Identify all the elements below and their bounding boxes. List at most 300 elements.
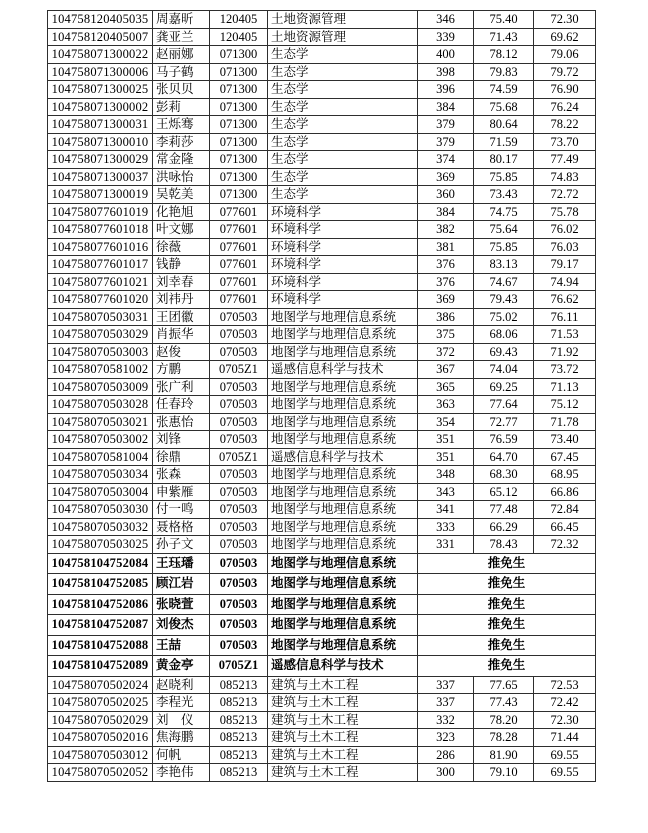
major-code-cell: 085213: [210, 711, 268, 729]
table-row: [48, 466, 596, 484]
major-name-cell: 地图学与地理信息系统: [268, 466, 418, 484]
major-name-cell: 建筑与土木工程: [268, 746, 418, 764]
candidate-name-cell: 徐鼎: [153, 448, 210, 466]
candidate-id-cell: 104758070502029: [48, 711, 153, 729]
score-2-cell: 78.20: [474, 711, 534, 729]
major-code-cell: 070503: [210, 466, 268, 484]
candidate-id-cell: 104758070503032: [48, 518, 153, 536]
score-3-cell: 75.78: [534, 203, 596, 221]
total-score-cell: 331: [418, 536, 474, 554]
candidate-id-cell: 104758104752088: [48, 635, 153, 656]
score-3-cell: 76.90: [534, 81, 596, 99]
candidate-id-cell: 104758070503029: [48, 326, 153, 344]
major-name-cell: 地图学与地理信息系统: [268, 396, 418, 414]
major-code-cell: 085213: [210, 694, 268, 712]
candidate-id-cell: 104758070502024: [48, 676, 153, 694]
exempt-status-cell: 推免生: [418, 635, 596, 656]
total-score-cell: 376: [418, 256, 474, 274]
major-code-cell: 071300: [210, 46, 268, 64]
candidate-id-cell: 104758120405035: [48, 11, 153, 29]
table-row: [48, 186, 596, 204]
major-name-cell: 环境科学: [268, 238, 418, 256]
candidate-name-cell: 钱静: [153, 256, 210, 274]
total-score-cell: 369: [418, 168, 474, 186]
major-code-cell: 071300: [210, 168, 268, 186]
candidate-name-cell: 何帆: [153, 746, 210, 764]
score-3-cell: 66.45: [534, 518, 596, 536]
candidate-name-cell: 刘俊杰: [153, 615, 210, 636]
major-code-cell: 070503: [210, 396, 268, 414]
score-3-cell: 72.72: [534, 186, 596, 204]
candidate-name-cell: 孙子文: [153, 536, 210, 554]
candidate-name-cell: 肖振华: [153, 326, 210, 344]
score-2-cell: 65.12: [474, 483, 534, 501]
total-score-cell: 337: [418, 676, 474, 694]
major-code-cell: 085213: [210, 729, 268, 747]
major-code-cell: 085213: [210, 746, 268, 764]
major-code-cell: 120405: [210, 11, 268, 29]
score-2-cell: 77.64: [474, 396, 534, 414]
candidate-name-cell: 王喆: [153, 635, 210, 656]
total-score-cell: 369: [418, 291, 474, 309]
major-name-cell: 建筑与土木工程: [268, 729, 418, 747]
score-2-cell: 80.17: [474, 151, 534, 169]
major-name-cell: 地图学与地理信息系统: [268, 635, 418, 656]
candidate-name-cell: 李艳伟: [153, 764, 210, 782]
score-2-cell: 74.04: [474, 361, 534, 379]
major-name-cell: 地图学与地理信息系统: [268, 343, 418, 361]
table-row: [48, 694, 596, 712]
score-2-cell: 75.40: [474, 11, 534, 29]
score-2-cell: 77.48: [474, 501, 534, 519]
table-row: [48, 448, 596, 466]
major-name-cell: 环境科学: [268, 273, 418, 291]
total-score-cell: 374: [418, 151, 474, 169]
table-row: [48, 238, 596, 256]
candidate-name-cell: 李程光: [153, 694, 210, 712]
candidate-id-cell: 104758077601019: [48, 203, 153, 221]
candidate-id-cell: 104758120405007: [48, 28, 153, 46]
candidate-id-cell: 104758070503004: [48, 483, 153, 501]
total-score-cell: 351: [418, 431, 474, 449]
candidate-name-cell: 常金隆: [153, 151, 210, 169]
major-code-cell: 085213: [210, 676, 268, 694]
major-code-cell: 077601: [210, 273, 268, 291]
table-row: [48, 343, 596, 361]
candidate-id-cell: 104758071300002: [48, 98, 153, 116]
candidate-id-cell: 104758071300006: [48, 63, 153, 81]
total-score-cell: 341: [418, 501, 474, 519]
major-code-cell: 077601: [210, 221, 268, 239]
table-row: [48, 615, 596, 636]
candidate-id-cell: 104758070503002: [48, 431, 153, 449]
major-code-cell: 0705Z1: [210, 656, 268, 677]
total-score-cell: 384: [418, 98, 474, 116]
major-code-cell: 071300: [210, 63, 268, 81]
candidate-name-cell: 刘 仪: [153, 711, 210, 729]
table-row: [48, 574, 596, 595]
score-2-cell: 74.67: [474, 273, 534, 291]
candidate-name-cell: 徐薇: [153, 238, 210, 256]
score-3-cell: 77.49: [534, 151, 596, 169]
table-row: [48, 518, 596, 536]
candidate-name-cell: 彭莉: [153, 98, 210, 116]
major-code-cell: 071300: [210, 151, 268, 169]
score-3-cell: 71.92: [534, 343, 596, 361]
total-score-cell: 379: [418, 133, 474, 151]
candidate-name-cell: 聂格格: [153, 518, 210, 536]
total-score-cell: 354: [418, 413, 474, 431]
score-3-cell: 72.32: [534, 536, 596, 554]
major-name-cell: 建筑与土木工程: [268, 711, 418, 729]
score-2-cell: 75.68: [474, 98, 534, 116]
table-row: [48, 326, 596, 344]
candidate-name-cell: 王团徽: [153, 308, 210, 326]
candidate-name-cell: 任春玲: [153, 396, 210, 414]
candidate-name-cell: 李莉莎: [153, 133, 210, 151]
candidate-id-cell: 104758070503025: [48, 536, 153, 554]
table-row: [48, 98, 596, 116]
score-2-cell: 75.02: [474, 308, 534, 326]
candidate-name-cell: 赵晓利: [153, 676, 210, 694]
table-body: [48, 11, 596, 782]
major-name-cell: 生态学: [268, 81, 418, 99]
table-row: [48, 594, 596, 615]
major-name-cell: 地图学与地理信息系统: [268, 413, 418, 431]
candidate-id-cell: 104758070503021: [48, 413, 153, 431]
major-name-cell: 地图学与地理信息系统: [268, 536, 418, 554]
major-code-cell: 070503: [210, 635, 268, 656]
total-score-cell: 337: [418, 694, 474, 712]
score-3-cell: 66.86: [534, 483, 596, 501]
candidate-name-cell: 周嘉昕: [153, 11, 210, 29]
score-2-cell: 78.28: [474, 729, 534, 747]
score-2-cell: 83.13: [474, 256, 534, 274]
score-2-cell: 78.12: [474, 46, 534, 64]
score-2-cell: 71.59: [474, 133, 534, 151]
table-row: [48, 635, 596, 656]
major-name-cell: 环境科学: [268, 291, 418, 309]
major-name-cell: 环境科学: [268, 256, 418, 274]
major-name-cell: 生态学: [268, 168, 418, 186]
candidate-name-cell: 刘锋: [153, 431, 210, 449]
candidate-name-cell: 张晓萱: [153, 594, 210, 615]
score-2-cell: 69.25: [474, 378, 534, 396]
major-code-cell: 070503: [210, 343, 268, 361]
exempt-status-cell: 推免生: [418, 574, 596, 595]
candidate-id-cell: 104758070502025: [48, 694, 153, 712]
major-code-cell: 077601: [210, 291, 268, 309]
candidate-id-cell: 104758077601018: [48, 221, 153, 239]
major-name-cell: 生态学: [268, 116, 418, 134]
score-2-cell: 71.43: [474, 28, 534, 46]
major-code-cell: 070503: [210, 501, 268, 519]
table-row: [48, 676, 596, 694]
exempt-status-cell: 推免生: [418, 594, 596, 615]
candidate-id-cell: 104758071300025: [48, 81, 153, 99]
major-name-cell: 生态学: [268, 151, 418, 169]
major-name-cell: 地图学与地理信息系统: [268, 615, 418, 636]
candidate-id-cell: 104758070503031: [48, 308, 153, 326]
score-3-cell: 73.72: [534, 361, 596, 379]
major-name-cell: 地图学与地理信息系统: [268, 501, 418, 519]
score-2-cell: 68.30: [474, 466, 534, 484]
candidate-id-cell: 104758070503030: [48, 501, 153, 519]
score-3-cell: 68.95: [534, 466, 596, 484]
score-3-cell: 76.03: [534, 238, 596, 256]
score-3-cell: 76.62: [534, 291, 596, 309]
score-3-cell: 73.40: [534, 431, 596, 449]
exempt-status-cell: 推免生: [418, 656, 596, 677]
table-row: [48, 361, 596, 379]
score-2-cell: 79.43: [474, 291, 534, 309]
candidate-id-cell: 104758077601021: [48, 273, 153, 291]
major-name-cell: 地图学与地理信息系统: [268, 431, 418, 449]
major-name-cell: 生态学: [268, 46, 418, 64]
major-code-cell: 070503: [210, 615, 268, 636]
candidate-name-cell: 赵丽娜: [153, 46, 210, 64]
candidate-id-cell: 104758077601017: [48, 256, 153, 274]
candidate-name-cell: 刘祎丹: [153, 291, 210, 309]
major-name-cell: 遥感信息科学与技术: [268, 656, 418, 677]
score-2-cell: 74.59: [474, 81, 534, 99]
score-3-cell: 71.13: [534, 378, 596, 396]
candidate-name-cell: 张惠怡: [153, 413, 210, 431]
major-code-cell: 0705Z1: [210, 361, 268, 379]
candidate-id-cell: 104758071300037: [48, 168, 153, 186]
candidate-name-cell: 洪咏怡: [153, 168, 210, 186]
total-score-cell: 386: [418, 308, 474, 326]
major-code-cell: 070503: [210, 483, 268, 501]
candidate-name-cell: 方鹏: [153, 361, 210, 379]
table-row: [48, 203, 596, 221]
table-row: [48, 501, 596, 519]
candidate-id-cell: 104758070503012: [48, 746, 153, 764]
score-2-cell: 79.83: [474, 63, 534, 81]
candidate-id-cell: 104758104752084: [48, 553, 153, 574]
candidate-id-cell: 104758070503028: [48, 396, 153, 414]
score-3-cell: 71.78: [534, 413, 596, 431]
candidate-name-cell: 张贝贝: [153, 81, 210, 99]
score-3-cell: 75.12: [534, 396, 596, 414]
total-score-cell: 365: [418, 378, 474, 396]
major-code-cell: 070503: [210, 553, 268, 574]
major-name-cell: 遥感信息科学与技术: [268, 361, 418, 379]
candidate-name-cell: 焦海鹏: [153, 729, 210, 747]
table-row: [48, 378, 596, 396]
major-code-cell: 077601: [210, 238, 268, 256]
candidate-name-cell: 龚亚兰: [153, 28, 210, 46]
table-row: [48, 536, 596, 554]
candidate-id-cell: 104758070503003: [48, 343, 153, 361]
score-3-cell: 76.24: [534, 98, 596, 116]
major-name-cell: 地图学与地理信息系统: [268, 326, 418, 344]
score-2-cell: 75.64: [474, 221, 534, 239]
score-2-cell: 78.43: [474, 536, 534, 554]
candidate-id-cell: 104758104752087: [48, 615, 153, 636]
candidate-id-cell: 104758071300010: [48, 133, 153, 151]
total-score-cell: 346: [418, 11, 474, 29]
major-name-cell: 地图学与地理信息系统: [268, 483, 418, 501]
score-2-cell: 77.65: [474, 676, 534, 694]
candidate-id-cell: 104758104752089: [48, 656, 153, 677]
exempt-status-cell: 推免生: [418, 615, 596, 636]
table-row: [48, 133, 596, 151]
major-name-cell: 地图学与地理信息系统: [268, 308, 418, 326]
score-2-cell: 81.90: [474, 746, 534, 764]
total-score-cell: 363: [418, 396, 474, 414]
table-row: [48, 711, 596, 729]
score-2-cell: 73.43: [474, 186, 534, 204]
total-score-cell: 398: [418, 63, 474, 81]
score-2-cell: 80.64: [474, 116, 534, 134]
score-3-cell: 76.11: [534, 308, 596, 326]
table-row: [48, 396, 596, 414]
major-name-cell: 建筑与土木工程: [268, 764, 418, 782]
score-2-cell: 75.85: [474, 168, 534, 186]
score-3-cell: 69.55: [534, 764, 596, 782]
total-score-cell: 400: [418, 46, 474, 64]
score-3-cell: 72.53: [534, 676, 596, 694]
score-2-cell: 69.43: [474, 343, 534, 361]
candidate-id-cell: 104758070581002: [48, 361, 153, 379]
major-code-cell: 070503: [210, 574, 268, 595]
major-code-cell: 071300: [210, 81, 268, 99]
candidate-id-cell: 104758070503034: [48, 466, 153, 484]
score-3-cell: 74.94: [534, 273, 596, 291]
score-3-cell: 69.62: [534, 28, 596, 46]
candidate-id-cell: 104758070503009: [48, 378, 153, 396]
table-row: [48, 11, 596, 29]
major-code-cell: 071300: [210, 133, 268, 151]
score-3-cell: 74.83: [534, 168, 596, 186]
table-row: [48, 729, 596, 747]
score-2-cell: 74.75: [474, 203, 534, 221]
candidate-name-cell: 马子鹤: [153, 63, 210, 81]
major-code-cell: 071300: [210, 186, 268, 204]
candidate-name-cell: 王烁骞: [153, 116, 210, 134]
score-3-cell: 72.42: [534, 694, 596, 712]
total-score-cell: 360: [418, 186, 474, 204]
candidate-id-cell: 104758071300031: [48, 116, 153, 134]
score-2-cell: 76.59: [474, 431, 534, 449]
exempt-status-cell: 推免生: [418, 553, 596, 574]
table-row: [48, 256, 596, 274]
table-row: [48, 308, 596, 326]
table-row: [48, 291, 596, 309]
major-name-cell: 建筑与土木工程: [268, 694, 418, 712]
candidate-id-cell: 104758070502016: [48, 729, 153, 747]
major-code-cell: 070503: [210, 431, 268, 449]
total-score-cell: 348: [418, 466, 474, 484]
table-row: [48, 28, 596, 46]
table-row: [48, 764, 596, 782]
table-row: [48, 746, 596, 764]
major-name-cell: 生态学: [268, 63, 418, 81]
total-score-cell: 333: [418, 518, 474, 536]
score-2-cell: 75.85: [474, 238, 534, 256]
candidate-name-cell: 付一鸣: [153, 501, 210, 519]
candidate-name-cell: 刘幸春: [153, 273, 210, 291]
major-name-cell: 环境科学: [268, 221, 418, 239]
total-score-cell: 339: [418, 28, 474, 46]
candidate-id-cell: 104758071300022: [48, 46, 153, 64]
score-3-cell: 71.44: [534, 729, 596, 747]
total-score-cell: 384: [418, 203, 474, 221]
candidate-id-cell: 104758071300019: [48, 186, 153, 204]
score-2-cell: 66.29: [474, 518, 534, 536]
score-2-cell: 68.06: [474, 326, 534, 344]
candidate-name-cell: 张广利: [153, 378, 210, 396]
score-3-cell: 67.45: [534, 448, 596, 466]
candidate-name-cell: 赵俊: [153, 343, 210, 361]
candidate-id-cell: 104758104752085: [48, 574, 153, 595]
major-code-cell: 0705Z1: [210, 448, 268, 466]
table-row: [48, 63, 596, 81]
major-name-cell: 遥感信息科学与技术: [268, 448, 418, 466]
major-code-cell: 071300: [210, 116, 268, 134]
major-name-cell: 地图学与地理信息系统: [268, 594, 418, 615]
major-code-cell: 077601: [210, 203, 268, 221]
table-row: [48, 151, 596, 169]
candidate-id-cell: 104758070581004: [48, 448, 153, 466]
table-row: [48, 46, 596, 64]
table-row: [48, 656, 596, 677]
major-name-cell: 生态学: [268, 133, 418, 151]
score-2-cell: 77.43: [474, 694, 534, 712]
major-name-cell: 地图学与地理信息系统: [268, 553, 418, 574]
major-code-cell: 077601: [210, 256, 268, 274]
score-3-cell: 73.70: [534, 133, 596, 151]
major-code-cell: 070503: [210, 594, 268, 615]
major-code-cell: 070503: [210, 308, 268, 326]
total-score-cell: 372: [418, 343, 474, 361]
table-row: [48, 553, 596, 574]
score-3-cell: 72.84: [534, 501, 596, 519]
score-3-cell: 71.53: [534, 326, 596, 344]
major-name-cell: 生态学: [268, 186, 418, 204]
score-2-cell: 64.70: [474, 448, 534, 466]
total-score-cell: 323: [418, 729, 474, 747]
score-2-cell: 72.77: [474, 413, 534, 431]
candidate-name-cell: 王珏璠: [153, 553, 210, 574]
total-score-cell: 332: [418, 711, 474, 729]
major-code-cell: 120405: [210, 28, 268, 46]
candidate-name-cell: 申紫雁: [153, 483, 210, 501]
candidate-name-cell: 化艳旭: [153, 203, 210, 221]
score-3-cell: 78.22: [534, 116, 596, 134]
major-code-cell: 071300: [210, 98, 268, 116]
score-3-cell: 79.06: [534, 46, 596, 64]
major-name-cell: 地图学与地理信息系统: [268, 378, 418, 396]
major-code-cell: 070503: [210, 536, 268, 554]
table-row: [48, 413, 596, 431]
major-name-cell: 土地资源管理: [268, 11, 418, 29]
candidate-id-cell: 104758077601016: [48, 238, 153, 256]
candidate-name-cell: 顾江岩: [153, 574, 210, 595]
score-3-cell: 76.02: [534, 221, 596, 239]
score-3-cell: 79.72: [534, 63, 596, 81]
candidate-name-cell: 吴乾美: [153, 186, 210, 204]
table-row: [48, 483, 596, 501]
table-row: [48, 168, 596, 186]
major-code-cell: 085213: [210, 764, 268, 782]
total-score-cell: 286: [418, 746, 474, 764]
table-row: [48, 273, 596, 291]
candidate-id-cell: 104758070502052: [48, 764, 153, 782]
total-score-cell: 381: [418, 238, 474, 256]
score-3-cell: 79.17: [534, 256, 596, 274]
